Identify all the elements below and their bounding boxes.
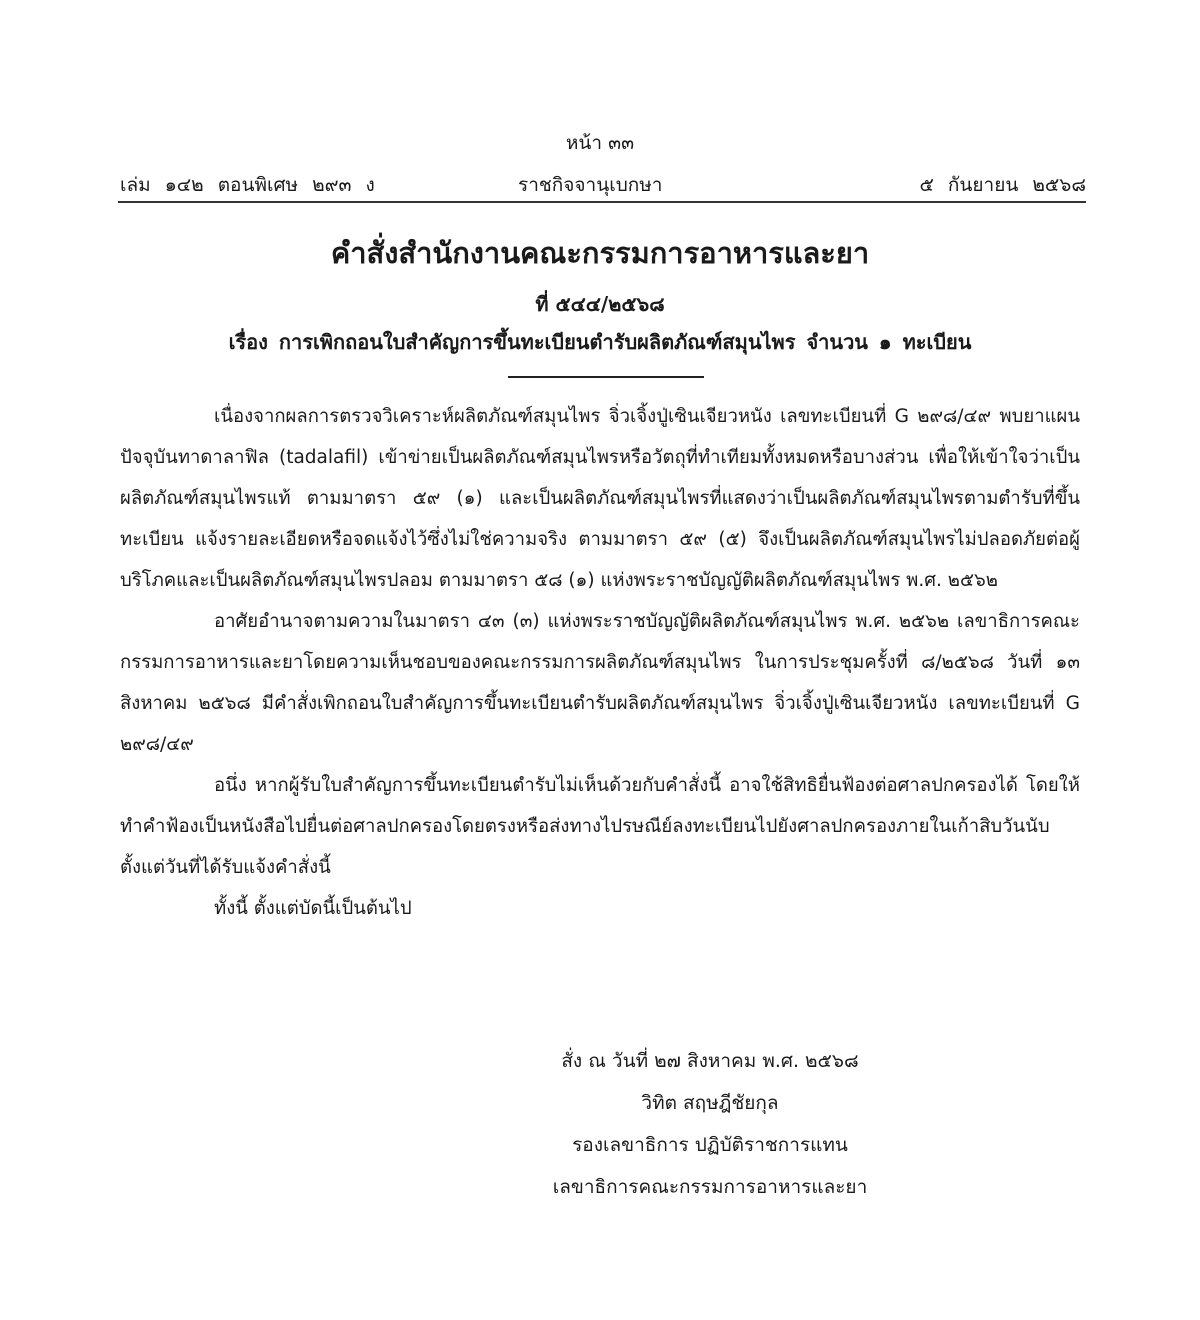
paragraph-reason: เนื่องจากผลการตรวจวิเคราะห์ผลิตภัณฑ์สมุนไพร จิ่วเจิ้งปู่เซินเจียวหนัง เลขทะเบียนที่ G ๒๙๘/๔๙ พบยาแผนปัจจุบันทาดาลาฟิล (tadalafil) เข้าข่ายเป็นผลิตภัณฑ์สมุนไพรหรือวัตถุที่ทำเทียมทั้งหมดหรือบางส่วน เพื่อให้เข้าใจว่าเป็นผลิตภัณฑ์สมุนไพรแท้ ตามมาตรา ๕๙ (๑) และเป็นผลิตภัณฑ์สมุนไพรที่แสดงว่าเป็นผลิตภัณฑ์สมุนไพรตามตำรับที่ขึ้นทะเบียน แจ้งรายละเอียดหรือจดแจ้งไว้ซึ่งไม่ใช่ความจริง ตามมาตรา ๕๙ (๕) จึงเป็นผลิตภัณฑ์สมุนไพรไม่ปลอดภัยต่อผู้บริโภคและเป็นผลิตภัณฑ์สมุนไพรปลอม ตามมาตรา ๕๘ (๑) แห่งพระราชบัญญัติผลิตภัณฑ์สมุนไพร พ.ศ. ๒๕๖๒ xyxy=(120,406,1080,591)
header-divider xyxy=(118,201,1086,203)
order-number: ที่ ๕๔๔/๒๕๖๘ xyxy=(535,292,665,316)
gazette-name: ราชกิจจานุเบกษา xyxy=(518,174,663,196)
page-number: หน้า ๓๓ xyxy=(565,132,635,154)
paragraph-authority: อาศัยอำนาจตามความในมาตรา ๔๓ (๓) แห่งพระราชบัญญัติผลิตภัณฑ์สมุนไพร พ.ศ. ๒๕๖๒ เลขาธิการคณะกรรมการอาหารและยาโดยความเห็นชอบของคณะกรรมการผลิตภัณฑ์สมุนไพร ในการประชุมครั้งที่ ๘/๒๕๖๘ วันที่ ๑๓ สิงหาคม ๒๕๖๘ มีคำสั่งเพิกถอนใบสำคัญการขึ้นทะเบียนตำรับผลิตภัณฑ์สมุนไพร จิ่วเจิ้งปู่เซินเจียวหนัง เลขทะเบียนที่ G ๒๙๘/๔๙ xyxy=(120,611,1080,755)
publication-date: ๕ กันยายน ๒๕๖๘ xyxy=(919,174,1086,196)
document-subject: เรื่อง การเพิกถอนใบสำคัญการขึ้นทะเบียนตำรับผลิตภัณฑ์สมุนไพร จำนวน ๑ ทะเบียน xyxy=(228,330,972,354)
gazette-header xyxy=(120,170,1086,198)
paragraph-effective: ทั้งนี้ ตั้งแต่บัดนี้เป็นต้นไป xyxy=(214,898,412,919)
signatory-title: เลขาธิการคณะกรรมการอาหารและยา xyxy=(552,1176,868,1198)
signature-block xyxy=(420,1040,1000,1208)
document-title: คำสั่งสำนักงานคณะกรรมการอาหารและยา xyxy=(330,236,870,270)
document-body xyxy=(120,396,1080,929)
paragraph-appeal: อนึ่ง หากผู้รับใบสำคัญการขึ้นทะเบียนตำรับไม่เห็นด้วยกับคำสั่งนี้ อาจใช้สิทธิยื่นฟ้องต่อศาลปกครองได้ โดยให้ทำคำฟ้องเป็นหนังสือไปยื่นต่อศาลปกครองโดยตรงหรือส่งทางไปรษณีย์ลงทะเบียนไปยังศาลปกครองภายในเก้าสิบวันนับตั้งแต่วันที่ได้รับแจ้งคำสั่งนี้ xyxy=(120,775,1080,878)
title-divider xyxy=(508,376,704,378)
signatory-name: วิทิต สฤษฎีชัยกุล xyxy=(641,1092,779,1114)
volume-info: เล่ม ๑๔๒ ตอนพิเศษ ๒๙๓ ง xyxy=(120,174,375,196)
signature-date: สั่ง ณ วันที่ ๒๗ สิงหาคม พ.ศ. ๒๕๖๘ xyxy=(561,1050,859,1072)
signatory-position: รองเลขาธิการ ปฏิบัติราชการแทน xyxy=(572,1134,848,1156)
